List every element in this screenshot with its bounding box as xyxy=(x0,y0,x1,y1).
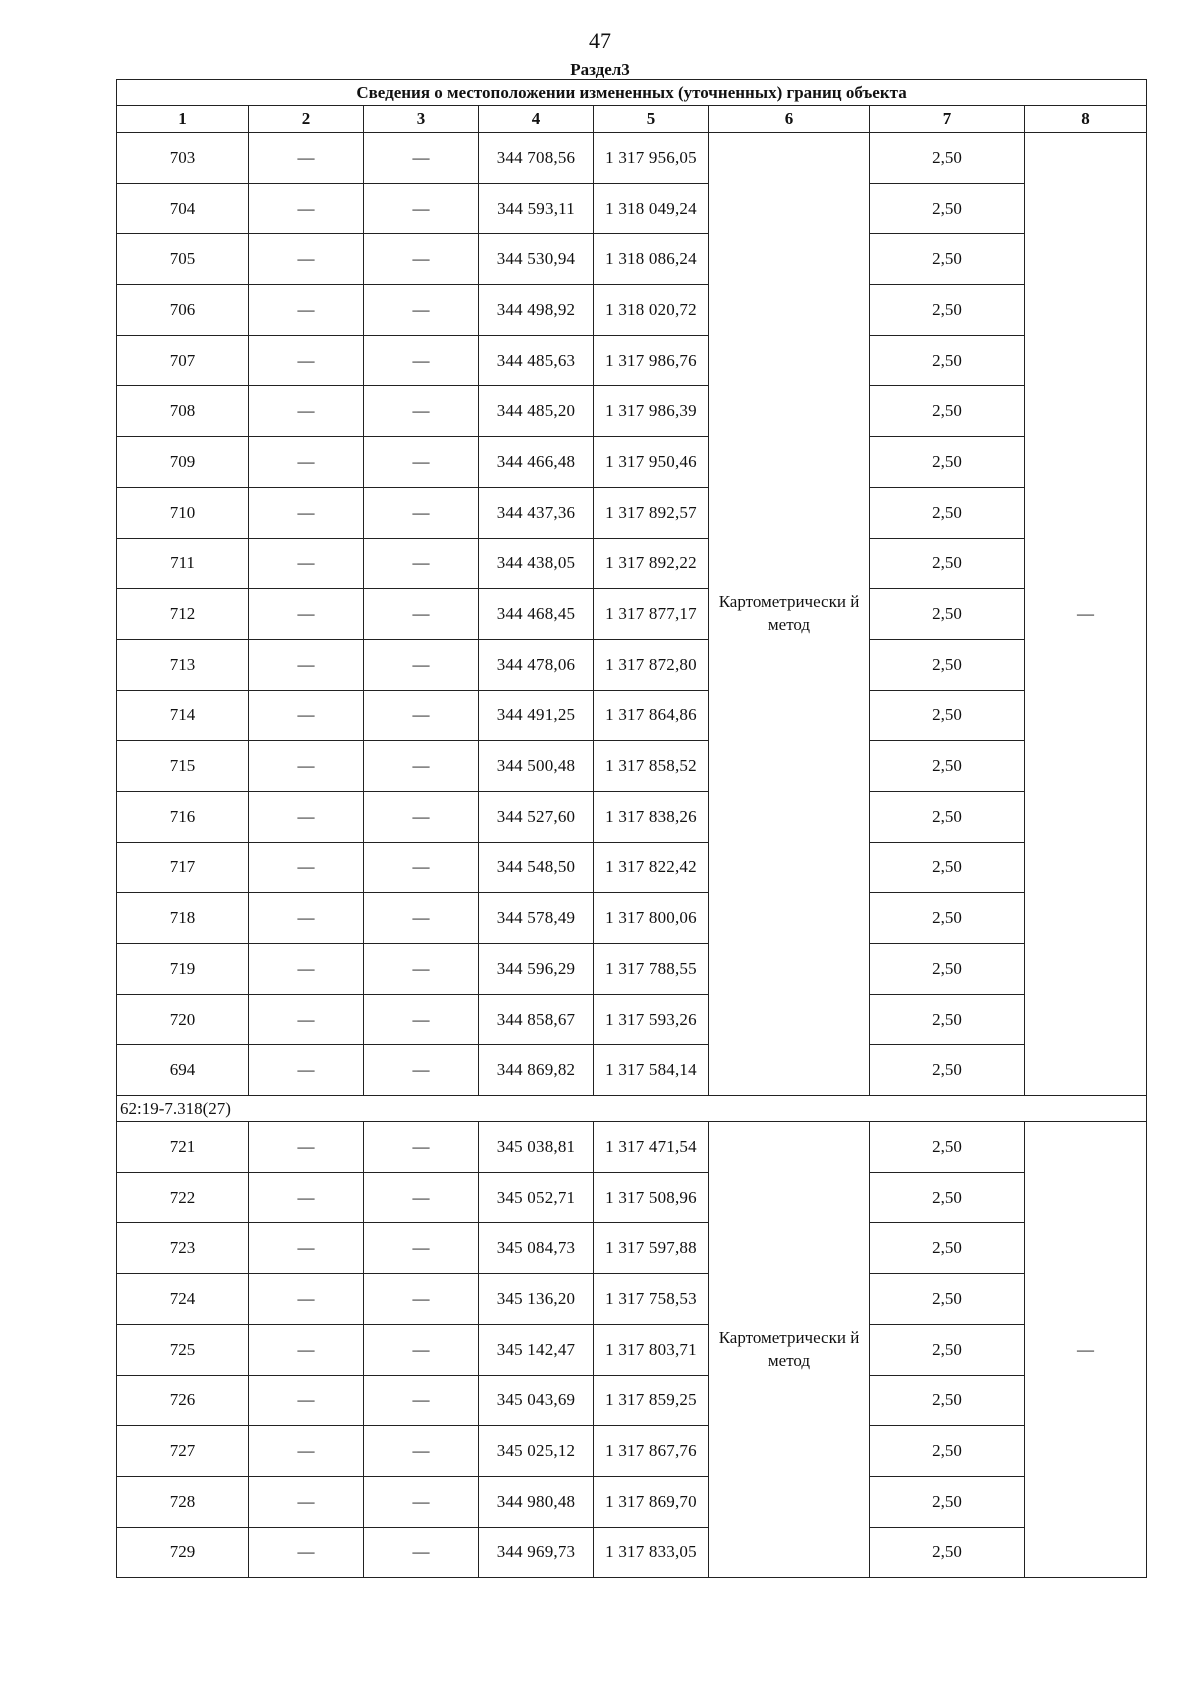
cell-dash: — xyxy=(364,183,479,234)
coordinate-x: 344 485,63 xyxy=(479,335,594,386)
coordinate-y: 1 317 597,88 xyxy=(594,1223,709,1274)
cell-dash: — xyxy=(364,335,479,386)
coordinate-x: 344 530,94 xyxy=(479,234,594,285)
coordinate-y: 1 317 859,25 xyxy=(594,1375,709,1426)
table-row xyxy=(117,487,1147,538)
cell-dash: — xyxy=(249,1045,364,1096)
cell-dash: — xyxy=(249,639,364,690)
column-8-value: — xyxy=(1025,1122,1147,1578)
accuracy-value: 2,50 xyxy=(870,1223,1025,1274)
cell-dash: — xyxy=(364,1122,479,1173)
coordinate-y: 1 317 508,96 xyxy=(594,1172,709,1223)
accuracy-value: 2,50 xyxy=(870,335,1025,386)
cell-dash: — xyxy=(364,589,479,640)
point-number: 711 xyxy=(117,538,249,589)
cell-dash: — xyxy=(364,234,479,285)
accuracy-value: 2,50 xyxy=(870,133,1025,184)
coordinate-x: 344 478,06 xyxy=(479,639,594,690)
coordinate-x: 345 136,20 xyxy=(479,1274,594,1325)
coordinate-y: 1 317 956,05 xyxy=(594,133,709,184)
cell-dash: — xyxy=(364,1375,479,1426)
coordinate-y: 1 317 869,70 xyxy=(594,1476,709,1527)
accuracy-value: 2,50 xyxy=(870,1426,1025,1477)
table-row xyxy=(117,1045,1147,1096)
coordinate-y: 1 317 858,52 xyxy=(594,741,709,792)
coordinate-y: 1 318 049,24 xyxy=(594,183,709,234)
cell-dash: — xyxy=(249,791,364,842)
boundary-table xyxy=(116,79,1147,1578)
coordinate-x: 344 708,56 xyxy=(479,133,594,184)
cell-dash: — xyxy=(249,1375,364,1426)
cell-dash: — xyxy=(249,842,364,893)
table-row xyxy=(117,842,1147,893)
cell-dash: — xyxy=(364,1426,479,1477)
coordinate-y: 1 317 877,17 xyxy=(594,589,709,640)
coordinate-y: 1 317 892,57 xyxy=(594,487,709,538)
cell-dash: — xyxy=(249,487,364,538)
accuracy-value: 2,50 xyxy=(870,1324,1025,1375)
table-row xyxy=(117,1223,1147,1274)
cell-dash: — xyxy=(249,285,364,336)
group-label-row xyxy=(117,1096,1147,1122)
point-number: 716 xyxy=(117,791,249,842)
cell-dash: — xyxy=(249,335,364,386)
point-number: 705 xyxy=(117,234,249,285)
coordinate-x: 345 142,47 xyxy=(479,1324,594,1375)
column-number: 5 xyxy=(594,106,709,133)
cell-dash: — xyxy=(249,690,364,741)
table-row xyxy=(117,1527,1147,1578)
cell-dash: — xyxy=(249,1527,364,1578)
cell-dash: — xyxy=(364,487,479,538)
coordinate-x: 344 969,73 xyxy=(479,1527,594,1578)
method-cell: Картометрически й метод xyxy=(709,133,870,1096)
cell-dash: — xyxy=(364,1223,479,1274)
accuracy-value: 2,50 xyxy=(870,437,1025,488)
point-number: 723 xyxy=(117,1223,249,1274)
table-row xyxy=(117,1426,1147,1477)
cell-dash: — xyxy=(364,1324,479,1375)
point-number: 719 xyxy=(117,944,249,995)
accuracy-value: 2,50 xyxy=(870,285,1025,336)
coordinate-x: 344 548,50 xyxy=(479,842,594,893)
coordinate-y: 1 317 986,39 xyxy=(594,386,709,437)
accuracy-value: 2,50 xyxy=(870,639,1025,690)
point-number: 728 xyxy=(117,1476,249,1527)
coordinate-x: 344 491,25 xyxy=(479,690,594,741)
point-number: 704 xyxy=(117,183,249,234)
cell-dash: — xyxy=(364,944,479,995)
table-row xyxy=(117,589,1147,640)
coordinate-y: 1 317 833,05 xyxy=(594,1527,709,1578)
table-row xyxy=(117,1274,1147,1325)
column-number: 1 xyxy=(117,106,249,133)
table-row xyxy=(117,639,1147,690)
cell-dash: — xyxy=(364,994,479,1045)
coordinate-y: 1 317 986,76 xyxy=(594,335,709,386)
accuracy-value: 2,50 xyxy=(870,183,1025,234)
coordinate-y: 1 317 788,55 xyxy=(594,944,709,995)
point-number: 714 xyxy=(117,690,249,741)
table-row xyxy=(117,893,1147,944)
cell-dash: — xyxy=(249,944,364,995)
point-number: 727 xyxy=(117,1426,249,1477)
cell-dash: — xyxy=(249,1122,364,1173)
accuracy-value: 2,50 xyxy=(870,538,1025,589)
coordinate-y: 1 317 800,06 xyxy=(594,893,709,944)
table-row xyxy=(117,285,1147,336)
cell-dash: — xyxy=(249,183,364,234)
accuracy-value: 2,50 xyxy=(870,1122,1025,1173)
accuracy-value: 2,50 xyxy=(870,791,1025,842)
cell-dash: — xyxy=(249,589,364,640)
coordinate-x: 344 578,49 xyxy=(479,893,594,944)
coordinate-x: 344 869,82 xyxy=(479,1045,594,1096)
coordinate-y: 1 317 593,26 xyxy=(594,994,709,1045)
column-number: 2 xyxy=(249,106,364,133)
cell-dash: — xyxy=(364,639,479,690)
accuracy-value: 2,50 xyxy=(870,842,1025,893)
accuracy-value: 2,50 xyxy=(870,1045,1025,1096)
cell-dash: — xyxy=(364,538,479,589)
coordinate-x: 345 052,71 xyxy=(479,1172,594,1223)
table-row xyxy=(117,437,1147,488)
coordinate-y: 1 317 867,76 xyxy=(594,1426,709,1477)
table-row xyxy=(117,133,1147,184)
cell-dash: — xyxy=(364,1172,479,1223)
accuracy-value: 2,50 xyxy=(870,589,1025,640)
cell-dash: — xyxy=(364,437,479,488)
point-number: 712 xyxy=(117,589,249,640)
cell-dash: — xyxy=(249,893,364,944)
section-title: Раздел3 xyxy=(570,60,630,79)
coordinate-y: 1 317 584,14 xyxy=(594,1045,709,1096)
cell-dash: — xyxy=(364,741,479,792)
coordinate-x: 344 596,29 xyxy=(479,944,594,995)
coordinate-x: 344 593,11 xyxy=(479,183,594,234)
coordinate-y: 1 317 838,26 xyxy=(594,791,709,842)
point-number: 710 xyxy=(117,487,249,538)
cell-dash: — xyxy=(364,842,479,893)
method-cell: Картометрически й метод xyxy=(709,1122,870,1578)
cell-dash: — xyxy=(364,1476,479,1527)
group-label: 62:19-7.318(27) xyxy=(117,1096,1147,1122)
accuracy-value: 2,50 xyxy=(870,1476,1025,1527)
cell-dash: — xyxy=(364,690,479,741)
coordinate-y: 1 317 950,46 xyxy=(594,437,709,488)
cell-dash: — xyxy=(364,386,479,437)
coordinate-x: 344 468,45 xyxy=(479,589,594,640)
accuracy-value: 2,50 xyxy=(870,234,1025,285)
point-number: 725 xyxy=(117,1324,249,1375)
table-row xyxy=(117,183,1147,234)
point-number: 718 xyxy=(117,893,249,944)
cell-dash: — xyxy=(249,1172,364,1223)
coordinate-x: 345 084,73 xyxy=(479,1223,594,1274)
accuracy-value: 2,50 xyxy=(870,994,1025,1045)
coordinate-y: 1 317 803,71 xyxy=(594,1324,709,1375)
cell-dash: — xyxy=(249,1274,364,1325)
cell-dash: — xyxy=(249,1476,364,1527)
cell-dash: — xyxy=(249,386,364,437)
point-number: 694 xyxy=(117,1045,249,1096)
cell-dash: — xyxy=(249,538,364,589)
coordinate-y: 1 317 758,53 xyxy=(594,1274,709,1325)
coordinate-x: 344 858,67 xyxy=(479,994,594,1045)
table-row xyxy=(117,1476,1147,1527)
cell-dash: — xyxy=(249,1324,364,1375)
table-row xyxy=(117,386,1147,437)
table-row xyxy=(117,741,1147,792)
accuracy-value: 2,50 xyxy=(870,1527,1025,1578)
point-number: 715 xyxy=(117,741,249,792)
coordinate-x: 344 437,36 xyxy=(479,487,594,538)
coordinate-x: 345 038,81 xyxy=(479,1122,594,1173)
point-number: 721 xyxy=(117,1122,249,1173)
cell-dash: — xyxy=(364,285,479,336)
accuracy-value: 2,50 xyxy=(870,690,1025,741)
table-row xyxy=(117,1172,1147,1223)
accuracy-value: 2,50 xyxy=(870,487,1025,538)
point-number: 706 xyxy=(117,285,249,336)
coordinate-y: 1 317 872,80 xyxy=(594,639,709,690)
coordinate-x: 344 466,48 xyxy=(479,437,594,488)
coordinate-x: 345 043,69 xyxy=(479,1375,594,1426)
coordinate-x: 344 527,60 xyxy=(479,791,594,842)
coordinate-x: 344 438,05 xyxy=(479,538,594,589)
table-caption: Сведения о местоположении измененных (уточненных) границ объекта xyxy=(117,80,1147,106)
table-row xyxy=(117,234,1147,285)
coordinate-y: 1 317 822,42 xyxy=(594,842,709,893)
table-row xyxy=(117,538,1147,589)
table-row xyxy=(117,1324,1147,1375)
point-number: 713 xyxy=(117,639,249,690)
cell-dash: — xyxy=(249,234,364,285)
cell-dash: — xyxy=(364,1045,479,1096)
cell-dash: — xyxy=(249,1426,364,1477)
point-number: 724 xyxy=(117,1274,249,1325)
cell-dash: — xyxy=(364,133,479,184)
coordinate-x: 344 498,92 xyxy=(479,285,594,336)
cell-dash: — xyxy=(364,1274,479,1325)
column-number: 3 xyxy=(364,106,479,133)
coordinate-x: 344 485,20 xyxy=(479,386,594,437)
accuracy-value: 2,50 xyxy=(870,944,1025,995)
accuracy-value: 2,50 xyxy=(870,893,1025,944)
point-number: 717 xyxy=(117,842,249,893)
point-number: 729 xyxy=(117,1527,249,1578)
coordinate-x: 344 500,48 xyxy=(479,741,594,792)
cell-dash: — xyxy=(249,741,364,792)
cell-dash: — xyxy=(249,994,364,1045)
cell-dash: — xyxy=(249,1223,364,1274)
point-number: 703 xyxy=(117,133,249,184)
column-number: 4 xyxy=(479,106,594,133)
coordinate-x: 345 025,12 xyxy=(479,1426,594,1477)
point-number: 722 xyxy=(117,1172,249,1223)
cell-dash: — xyxy=(364,893,479,944)
cell-dash: — xyxy=(249,437,364,488)
table-row xyxy=(117,791,1147,842)
coordinate-y: 1 317 471,54 xyxy=(594,1122,709,1173)
cell-dash: — xyxy=(364,1527,479,1578)
accuracy-value: 2,50 xyxy=(870,1375,1025,1426)
point-number: 707 xyxy=(117,335,249,386)
table-row xyxy=(117,944,1147,995)
table-row xyxy=(117,1122,1147,1173)
cell-dash: — xyxy=(249,133,364,184)
table-row xyxy=(117,335,1147,386)
table-row xyxy=(117,1375,1147,1426)
page-number: 47 xyxy=(589,28,611,53)
accuracy-value: 2,50 xyxy=(870,1274,1025,1325)
coordinate-x: 344 980,48 xyxy=(479,1476,594,1527)
accuracy-value: 2,50 xyxy=(870,741,1025,792)
column-8-value: — xyxy=(1025,133,1147,1096)
point-number: 726 xyxy=(117,1375,249,1426)
coordinate-y: 1 318 086,24 xyxy=(594,234,709,285)
column-number: 7 xyxy=(870,106,1025,133)
point-number: 720 xyxy=(117,994,249,1045)
coordinate-y: 1 318 020,72 xyxy=(594,285,709,336)
coordinate-y: 1 317 864,86 xyxy=(594,690,709,741)
point-number: 708 xyxy=(117,386,249,437)
column-number: 6 xyxy=(709,106,870,133)
accuracy-value: 2,50 xyxy=(870,386,1025,437)
accuracy-value: 2,50 xyxy=(870,1172,1025,1223)
point-number: 709 xyxy=(117,437,249,488)
table-row xyxy=(117,690,1147,741)
coordinate-y: 1 317 892,22 xyxy=(594,538,709,589)
table-row xyxy=(117,994,1147,1045)
column-number: 8 xyxy=(1025,106,1147,133)
cell-dash: — xyxy=(364,791,479,842)
